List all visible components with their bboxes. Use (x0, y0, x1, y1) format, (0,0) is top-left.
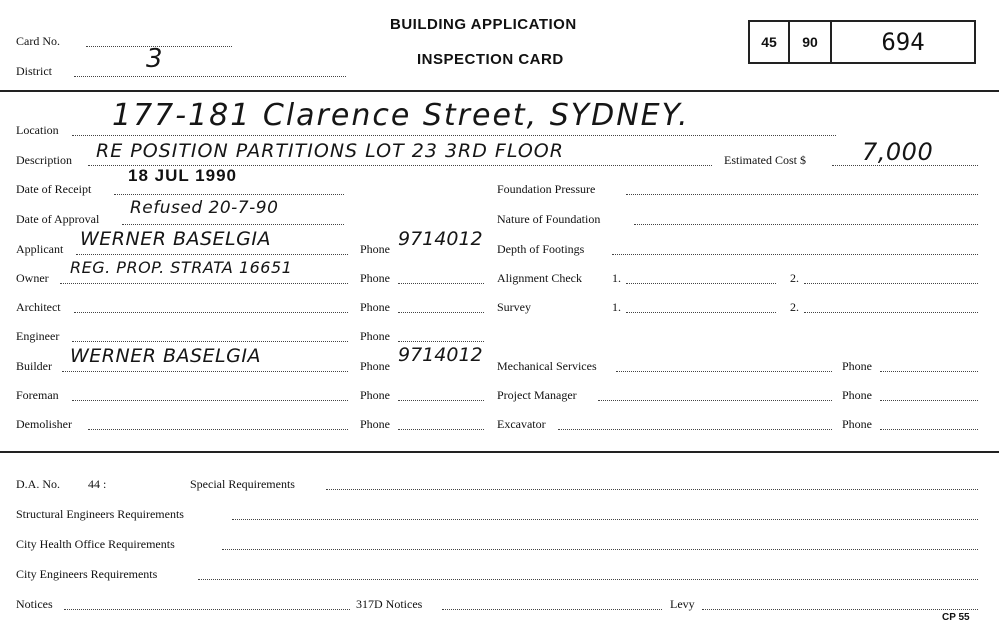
notices-317d-label: 317D Notices (356, 597, 423, 611)
foreman-field (72, 400, 348, 401)
health-requirements-label: City Health Office Requirements (16, 537, 175, 551)
applicant-phone-label: Phone (360, 242, 390, 256)
alignment-check-item-2: 2. (790, 271, 799, 285)
section-divider (0, 451, 999, 453)
da-no-value: 44 : (88, 477, 107, 491)
structural-requirements-label: Structural Engineers Requirements (16, 507, 184, 521)
owner-label: Owner (16, 271, 49, 285)
engineer-label: Engineer (16, 329, 60, 343)
excavator-phone-label: Phone (842, 417, 872, 431)
card-no-label: Card No. (16, 34, 60, 48)
owner-value: REG. PROP. STRATA 16651 (70, 258, 293, 277)
number-box-b: 90 (788, 20, 832, 64)
survey-field-1 (626, 312, 776, 313)
description-value: RE POSITION PARTITIONS LOT 23 3RD FLOOR (96, 140, 564, 162)
mechanical-phone-field (880, 371, 978, 372)
alignment-check-field-1 (626, 283, 776, 284)
district-field (74, 76, 346, 77)
number-box-main: 694 (830, 20, 976, 64)
description-label: Description (16, 153, 72, 167)
engineer-phone-label: Phone (360, 329, 390, 343)
date-receipt-stamp: 18 JUL 1990 (128, 166, 237, 185)
header-divider (0, 90, 999, 92)
demolisher-label: Demolisher (16, 417, 72, 431)
location-value: 177-181 Clarence Street, SYDNEY. (112, 98, 690, 133)
applicant-field (76, 254, 348, 255)
architect-phone-field (398, 312, 484, 313)
date-receipt-label: Date of Receipt (16, 182, 92, 196)
special-requirements-label: Special Requirements (190, 477, 295, 491)
builder-phone-label: Phone (360, 359, 390, 373)
architect-label: Architect (16, 300, 61, 314)
project-manager-field (598, 400, 832, 401)
notices-field (64, 609, 350, 610)
foreman-label: Foreman (16, 388, 59, 402)
owner-phone-field (398, 283, 484, 284)
alignment-check-field-2 (804, 283, 978, 284)
mechanical-services-field (616, 371, 832, 372)
survey-item-2: 2. (790, 300, 799, 314)
city-engineers-requirements-field (198, 579, 978, 580)
card-title-line2: INSPECTION CARD (417, 51, 564, 68)
health-requirements-field (222, 549, 978, 550)
card-title-line1: BUILDING APPLICATION (390, 16, 577, 33)
demolisher-field (88, 429, 348, 430)
depth-footings-field (612, 254, 978, 255)
notices-317d-field (442, 609, 662, 610)
location-field (72, 135, 836, 136)
foundation-pressure-field (626, 194, 978, 195)
project-manager-phone-field (880, 400, 978, 401)
location-label: Location (16, 123, 59, 137)
date-receipt-field (114, 194, 344, 195)
nature-foundation-label: Nature of Foundation (497, 212, 601, 226)
number-box-a: 45 (748, 20, 790, 64)
da-no-label: D.A. No. (16, 477, 60, 491)
form-code: CP 55 (942, 612, 970, 623)
survey-field-2 (804, 312, 978, 313)
structural-requirements-field (232, 519, 978, 520)
date-approval-field (122, 224, 344, 225)
architect-phone-label: Phone (360, 300, 390, 314)
project-manager-label: Project Manager (497, 388, 577, 402)
mechanical-services-label: Mechanical Services (497, 359, 597, 373)
levy-field (702, 609, 978, 610)
project-manager-phone-label: Phone (842, 388, 872, 402)
builder-value: WERNER BASELGIA (70, 345, 261, 367)
demolisher-phone-field (398, 429, 484, 430)
special-requirements-field (326, 489, 978, 490)
notices-label: Notices (16, 597, 53, 611)
engineer-field (72, 341, 348, 342)
excavator-field (558, 429, 832, 430)
foreman-phone-field (398, 400, 484, 401)
excavator-phone-field (880, 429, 978, 430)
alignment-check-item-1: 1. (612, 271, 621, 285)
alignment-check-label: Alignment Check (497, 271, 582, 285)
demolisher-phone-label: Phone (360, 417, 390, 431)
owner-field (60, 283, 348, 284)
architect-field (74, 312, 348, 313)
depth-footings-label: Depth of Footings (497, 242, 585, 256)
survey-item-1: 1. (612, 300, 621, 314)
estimated-cost-value: 7,000 (862, 138, 934, 166)
builder-field (62, 371, 348, 372)
excavator-label: Excavator (497, 417, 546, 431)
survey-label: Survey (497, 300, 531, 314)
foreman-phone-label: Phone (360, 388, 390, 402)
applicant-label: Applicant (16, 242, 64, 256)
applicant-phone-value: 9714012 (398, 228, 483, 250)
builder-label: Builder (16, 359, 52, 373)
district-value: 3 (146, 44, 164, 74)
levy-label: Levy (670, 597, 695, 611)
district-label: District (16, 64, 52, 78)
builder-phone-value: 9714012 (398, 344, 483, 366)
foundation-pressure-label: Foundation Pressure (497, 182, 596, 196)
engineer-phone-field (398, 341, 484, 342)
applicant-value: WERNER BASELGIA (80, 228, 271, 250)
estimated-cost-label: Estimated Cost $ (724, 153, 806, 167)
date-approval-label: Date of Approval (16, 212, 100, 226)
city-engineers-requirements-label: City Engineers Requirements (16, 567, 158, 581)
date-approval-value: Refused 20-7-90 (130, 198, 279, 218)
nature-foundation-field (634, 224, 978, 225)
mechanical-phone-label: Phone (842, 359, 872, 373)
owner-phone-label: Phone (360, 271, 390, 285)
